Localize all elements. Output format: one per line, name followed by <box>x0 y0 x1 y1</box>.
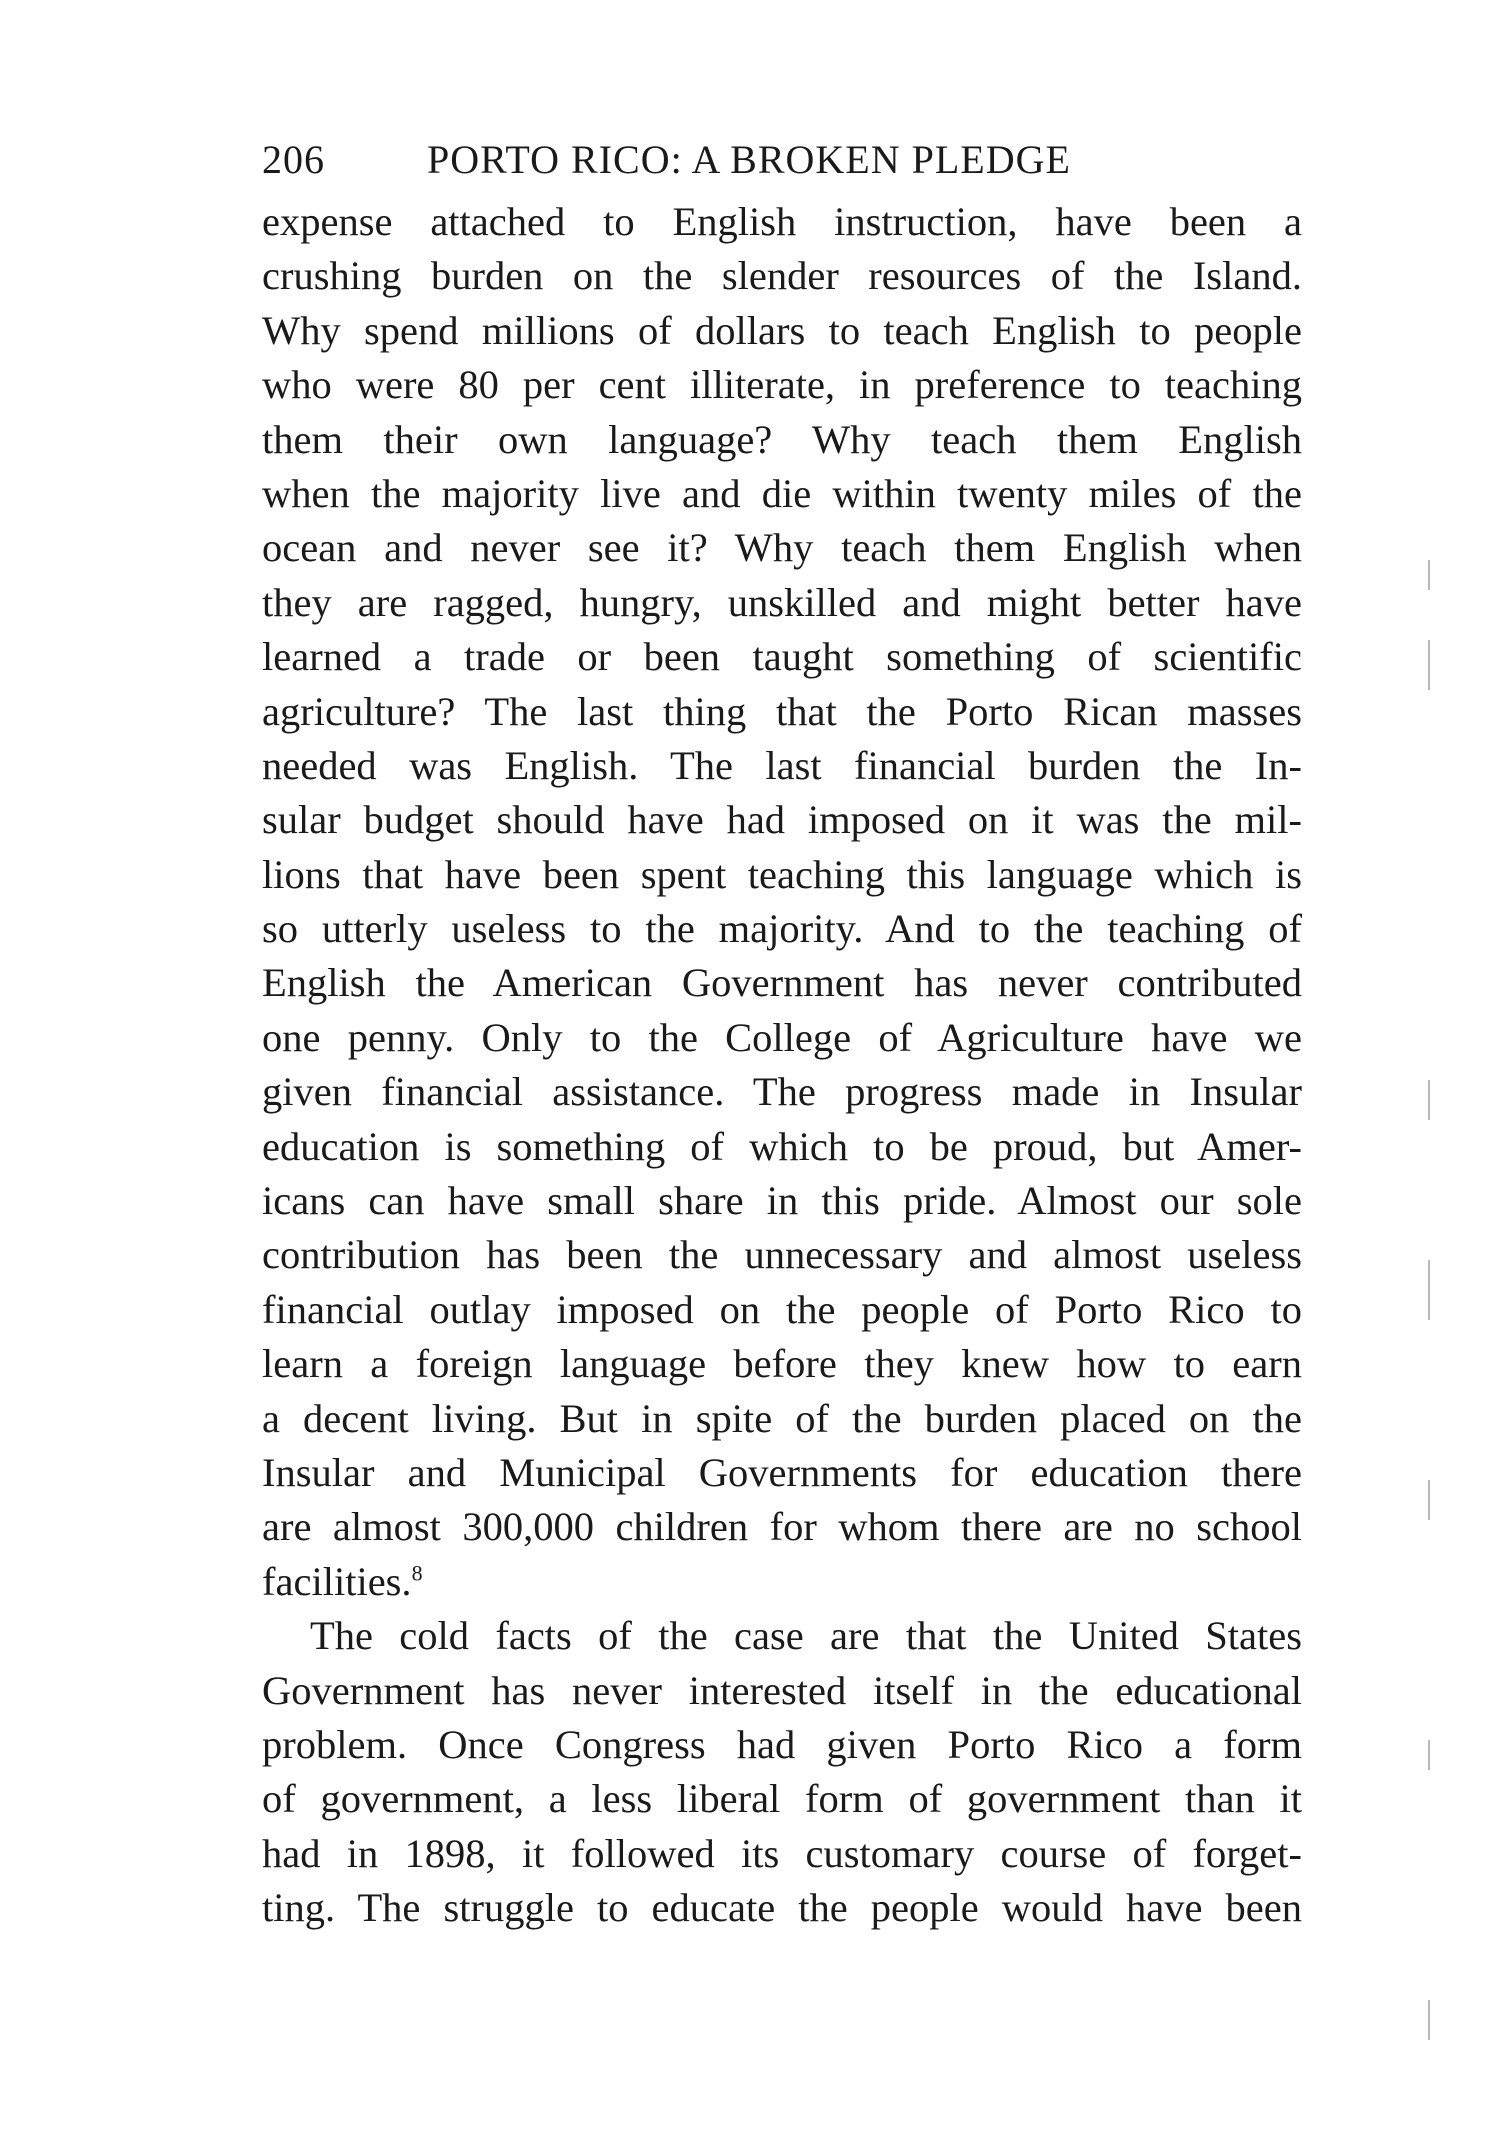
text-line: lions that have been spent teaching this language which is <box>262 851 1302 897</box>
scan-mark <box>1428 1740 1430 1770</box>
text-line: problem. Once Congress had given Porto Rico a form <box>262 1721 1302 1767</box>
running-title: PORTO RICO: A BROKEN PLEDGE <box>427 137 1071 182</box>
text-line: needed was English. The last financial burden the In- <box>262 742 1302 788</box>
scan-mark <box>1428 560 1430 590</box>
paragraph-2 <box>262 1609 1302 1935</box>
text-line: them their own language? Why teach them English <box>262 416 1302 462</box>
text-line: when the majority live and die within twenty miles of the <box>262 470 1302 516</box>
text-line: given financial assistance. The progress made in Insular <box>262 1069 1302 1115</box>
text-line: agriculture? The last thing that the Porto Rican masses <box>262 688 1302 734</box>
text-line: education is something of which to be proud, but Amer- <box>262 1123 1302 1169</box>
text-line: Government has never interested itself in the educational <box>262 1667 1302 1713</box>
text-line: one penny. Only to the College of Agriculture have we <box>262 1014 1302 1060</box>
text-line: so utterly useless to the majority. And to the teaching of <box>262 906 1302 952</box>
text-line: learn a foreign language before they knew how to earn <box>262 1341 1302 1387</box>
text-line: icans can have small share in this pride. Almost our sole <box>262 1178 1302 1224</box>
text-line: who were 80 per cent illiterate, in preference to teaching <box>262 362 1302 408</box>
scan-mark <box>1428 640 1430 690</box>
text-line: learned a trade or been taught something of scientific <box>262 634 1302 680</box>
text-line: Insular and Municipal Governments for education there <box>262 1449 1302 1495</box>
text-line: they are ragged, hungry, unskilled and might better have <box>262 579 1302 625</box>
text-line-content: facilities. <box>262 1558 412 1604</box>
paragraph-1 <box>262 195 1302 1609</box>
text-line <box>262 1555 1302 1609</box>
text-line: of government, a less liberal form of government than it <box>262 1776 1302 1822</box>
text-line: English the American Government has never contributed <box>262 960 1302 1006</box>
running-head <box>262 136 1302 190</box>
text-line: expense attached to English instruction, have been a <box>262 199 1302 244</box>
text-line: ocean and never see it? Why teach them English when <box>262 525 1302 571</box>
text-line: are almost 300,000 children for whom there are no school <box>262 1504 1302 1550</box>
scan-mark <box>1428 1260 1430 1320</box>
text-line: a decent living. But in spite of the burden placed on the <box>262 1395 1302 1441</box>
scan-mark <box>1428 1080 1430 1120</box>
page-number: 206 <box>262 137 325 182</box>
text-line: ting. The struggle to educate the people would have been <box>262 1885 1302 1931</box>
text-line: Why spend millions of dollars to teach English to people <box>262 307 1302 353</box>
footnote-reference[interactable]: 8 <box>411 1560 423 1586</box>
scan-mark <box>1428 2000 1430 2040</box>
scan-mark <box>1428 1480 1430 1520</box>
text-line: had in 1898, it followed its customary course of forget- <box>262 1830 1302 1876</box>
text-line: sular budget should have had imposed on it was the mil- <box>262 797 1302 843</box>
body-text <box>262 195 1302 1936</box>
text-line: crushing burden on the slender resources of the Island. <box>262 253 1302 299</box>
text-line: The cold facts of the case are that the United States <box>310 1613 1302 1659</box>
text-line: contribution has been the unnecessary and almost useless <box>262 1232 1302 1278</box>
scan-edge-marks <box>1428 520 1432 2020</box>
text-line: financial outlay imposed on the people of Porto Rico to <box>262 1286 1302 1332</box>
